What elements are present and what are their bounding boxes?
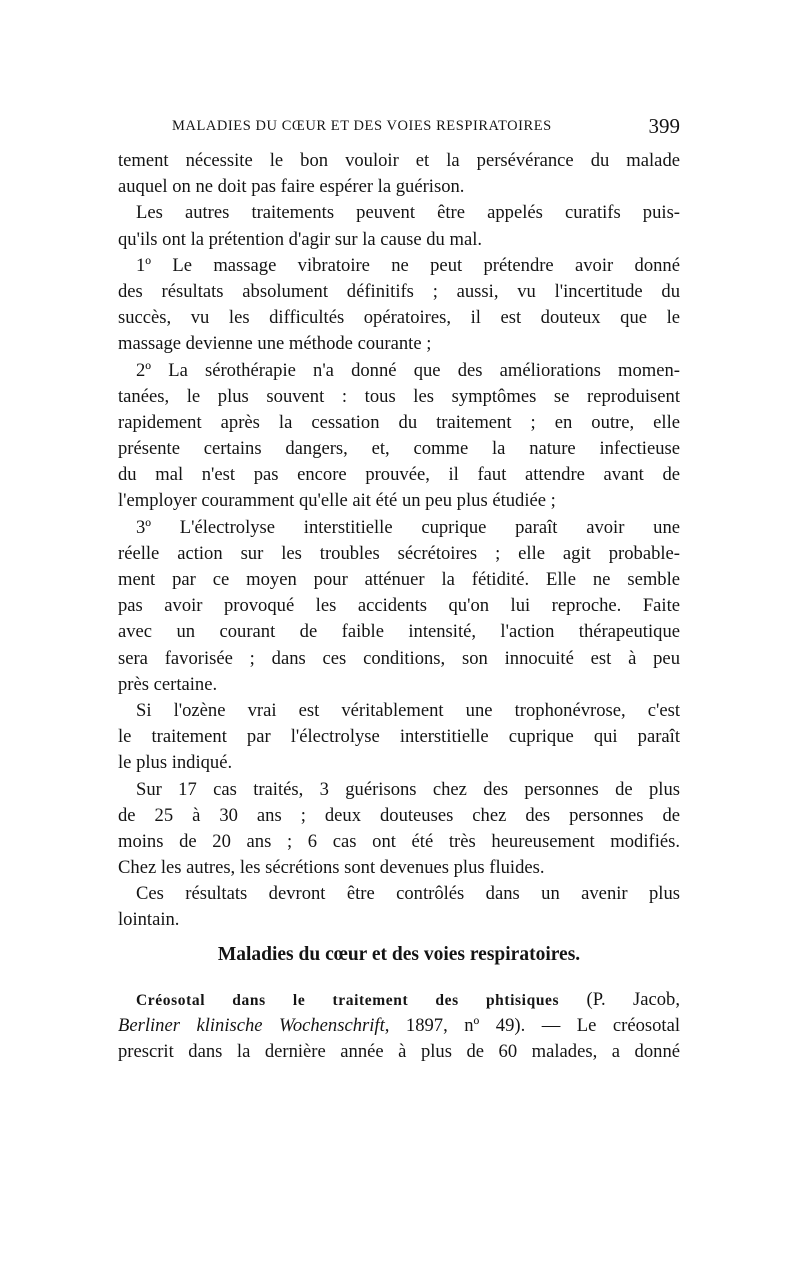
text-line: du mal n'est pas encore prouvée, il faut attendre avant de <box>118 464 680 486</box>
section-heading: Maladies du cœur et des voies respiratoires. <box>217 944 581 965</box>
text-line: qu'ils ont la prétention d'agir sur la cause du mal. <box>118 228 483 250</box>
running-head <box>172 114 680 140</box>
text-line: le traitement par l'électrolyse interstitielle cuprique qui paraît <box>118 726 680 748</box>
journal-name: Berliner klinische Wochenschrift <box>118 1015 385 1037</box>
notice-line: prescrit dans la dernière année à plus de 60 malades, a donné <box>118 1041 680 1063</box>
abstract-notice <box>118 987 680 1066</box>
text-line: Sur 17 cas traités, 3 guérisons chez des personnes de plus <box>136 778 680 800</box>
notice-author: (P. Jacob, <box>559 989 680 1010</box>
text-line: avec un courant de faible intensité, l'action thérapeutique <box>118 621 680 643</box>
text-line: des résultats absolument définitifs ; aussi, vu l'incertitude du <box>118 280 680 302</box>
text-line: 3º L'électrolyse interstitielle cuprique paraît avoir une <box>136 516 680 538</box>
page-number: 399 <box>648 114 680 138</box>
text-line: présente certains dangers, et, comme la nature infectieuse <box>118 438 680 460</box>
text-line: réelle action sur les troubles sécrétoires ; elle agit probable- <box>118 542 680 564</box>
text-line: ment par ce moyen pour atténuer la fétidité. Elle ne semble <box>118 569 680 590</box>
text-line: moins de 20 ans ; 6 cas ont été très heureusement modifiés. <box>118 830 680 852</box>
notice-title: Créosotal dans le traitement des phtisiques <box>136 992 560 1009</box>
text-line: tanées, le plus souvent : tous les symptômes se reproduisent <box>118 385 680 407</box>
notice-line <box>118 1013 680 1039</box>
text-line: 2º La sérothérapie n'a donné que des améliorations momen- <box>136 359 680 381</box>
text-line: tement nécessite le bon vouloir et la persévérance du malade <box>118 150 680 171</box>
text-line: Ces résultats devront être contrôlés dans un avenir plus <box>136 883 680 905</box>
text-line: pas avoir provoqué les accidents qu'on lui reproche. Faite <box>118 595 680 617</box>
text-line: Si l'ozène vrai est véritablement une trophonévrose, c'est <box>136 699 680 721</box>
notice-citation: , 1897, nº 49). — Le créosotal <box>384 1015 680 1037</box>
text-line: près certaine. <box>118 673 218 695</box>
text-line: massage devienne une méthode courante ; <box>118 333 432 355</box>
text-line: Les autres traitements peuvent être appelés curatifs puis- <box>136 202 680 224</box>
text-line: lointain. <box>118 909 180 931</box>
text-line: de 25 à 30 ans ; deux douteuses chez des personnes de <box>118 804 680 826</box>
body-text <box>118 148 680 934</box>
notice-line <box>118 987 680 1013</box>
text-line: auquel on ne doit pas faire espérer la guérison. <box>118 176 465 198</box>
text-line: 1º Le massage vibratoire ne peut prétendre avoir donné <box>136 254 680 276</box>
running-title: MALADIES DU CŒUR ET DES VOIES RESPIRATOIRES <box>172 118 552 134</box>
text-line: Chez les autres, les sécrétions sont devenues plus fluides. <box>118 857 545 879</box>
text-line: succès, vu les difficultés opératoires, il est douteux que le <box>118 307 680 329</box>
text-line: sera favorisée ; dans ces conditions, son innocuité est à peu <box>118 647 680 669</box>
text-line: l'employer couramment qu'elle ait été un peu plus étudiée ; <box>118 490 556 512</box>
text-line: rapidement après la cessation du traitement ; en outre, elle <box>118 411 680 433</box>
text-line: le plus indiqué. <box>118 752 233 774</box>
